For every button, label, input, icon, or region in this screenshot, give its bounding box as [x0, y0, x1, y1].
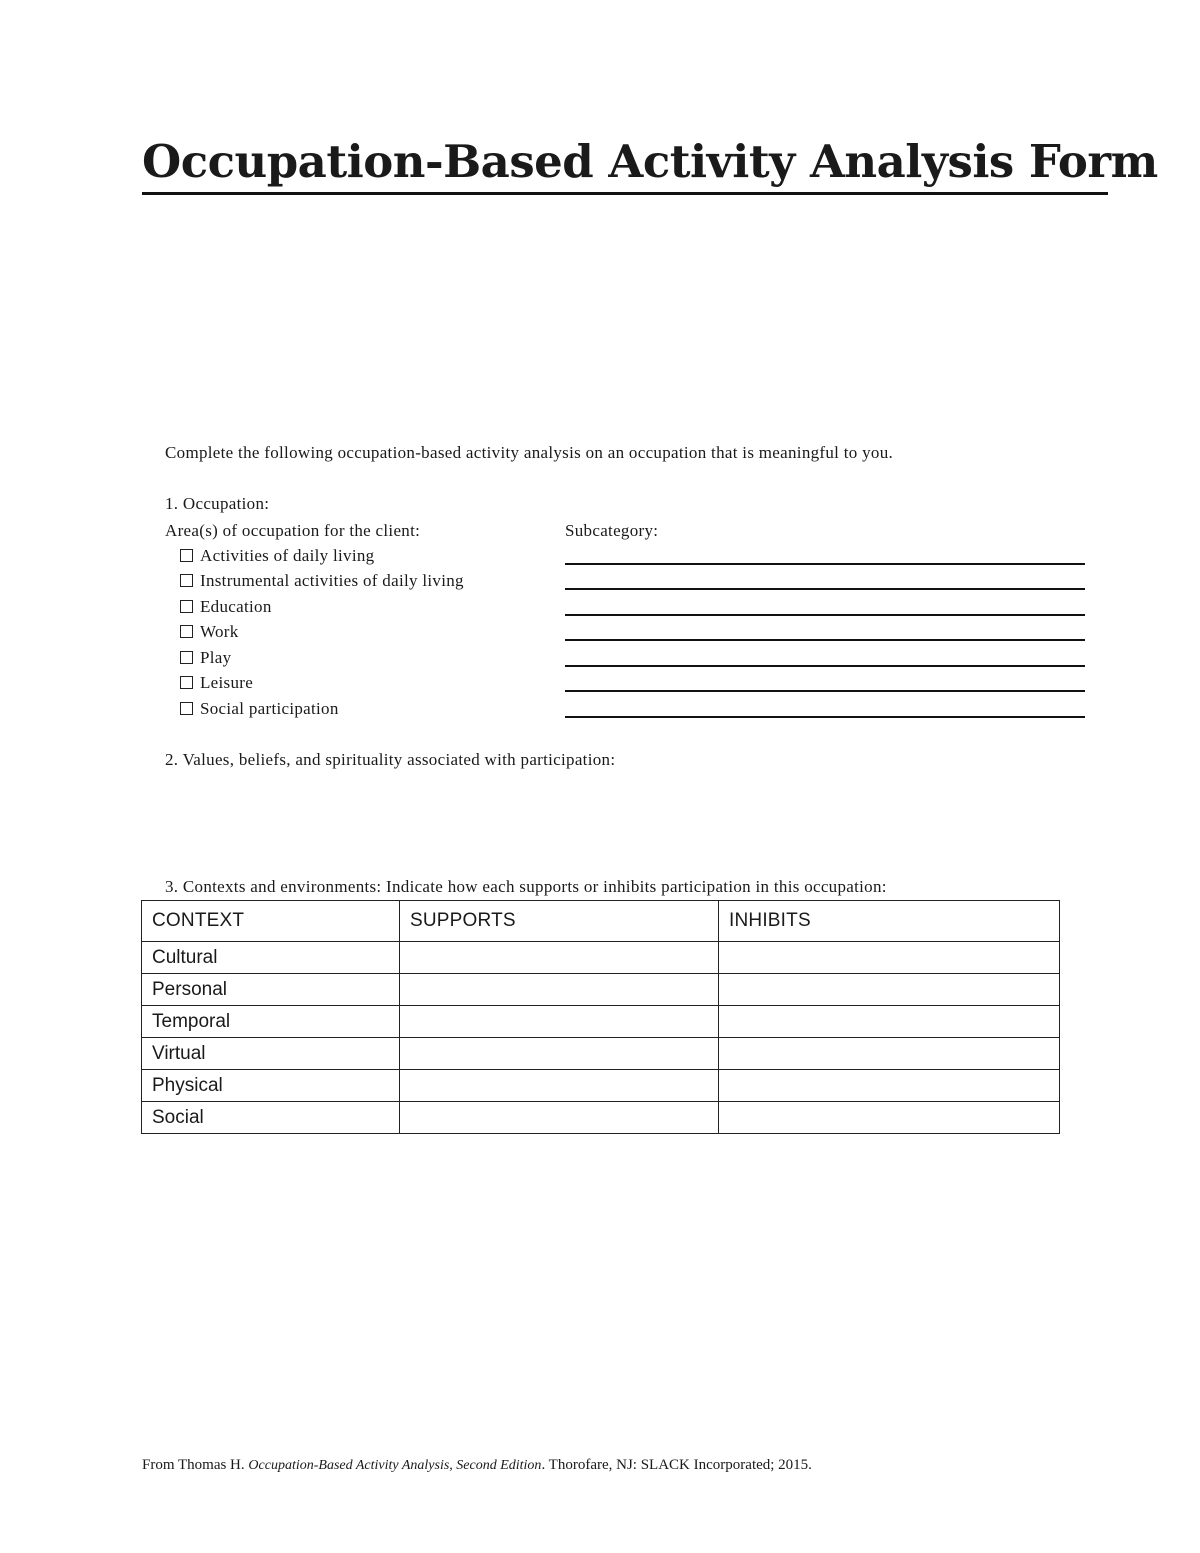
option-label: Leisure: [200, 673, 254, 692]
option-label: Work: [200, 622, 239, 641]
checkbox[interactable]: [180, 625, 193, 638]
supports-cell[interactable]: [400, 1006, 719, 1038]
section1-heading: 1. Occupation:: [165, 494, 270, 513]
inhibits-cell[interactable]: [719, 1038, 1060, 1070]
checkbox[interactable]: [180, 702, 193, 715]
context-cell: Virtual: [142, 1038, 400, 1070]
option-label: Instrumental activities of daily living: [200, 571, 464, 590]
option-play[interactable]: [180, 648, 231, 668]
supports-cell[interactable]: [400, 1038, 719, 1070]
inhibits-cell[interactable]: [719, 942, 1060, 974]
inhibits-cell[interactable]: [719, 1006, 1060, 1038]
supports-cell[interactable]: [400, 942, 719, 974]
contexts-table: [141, 900, 1060, 1134]
inhibits-cell[interactable]: [719, 1102, 1060, 1134]
supports-cell[interactable]: [400, 1102, 719, 1134]
table-row: [142, 942, 1060, 974]
section2-heading: 2. Values, beliefs, and spirituality associated with participation:: [165, 750, 616, 769]
subcategory-line-education[interactable]: [565, 614, 1085, 616]
table-header-row: [142, 901, 1060, 942]
subcategory-label: Subcategory:: [565, 521, 659, 540]
areas-label: Area(s) of occupation for the client:: [165, 521, 421, 540]
column-header-inhibits: INHIBITS: [719, 901, 1060, 942]
checkbox[interactable]: [180, 651, 193, 664]
table-row: [142, 1006, 1060, 1038]
checkbox[interactable]: [180, 600, 193, 613]
citation-footer: [142, 1457, 812, 1474]
citation-suffix: . Thorofare, NJ: SLACK Incorporated; 2015.: [541, 1457, 812, 1473]
option-label: Social participation: [200, 699, 339, 718]
option-label: Education: [200, 597, 272, 616]
citation-prefix: From Thomas H.: [142, 1457, 249, 1473]
column-header-context: CONTEXT: [142, 901, 400, 942]
page-title: Occupation-Based Activity Analysis Form: [142, 132, 1108, 195]
option-label: Activities of daily living: [200, 546, 375, 565]
subcategory-line-work[interactable]: [565, 639, 1085, 641]
subcategory-line-adl[interactable]: [565, 563, 1085, 565]
subcategory-line-social[interactable]: [565, 716, 1085, 718]
option-education[interactable]: [180, 597, 272, 617]
option-work[interactable]: [180, 622, 239, 642]
table-row: [142, 1070, 1060, 1102]
table-row: [142, 974, 1060, 1006]
supports-cell[interactable]: [400, 1070, 719, 1102]
option-label: Play: [200, 648, 232, 667]
subcategory-line-play[interactable]: [565, 665, 1085, 667]
context-cell: Temporal: [142, 1006, 400, 1038]
checkbox[interactable]: [180, 549, 193, 562]
inhibits-cell[interactable]: [719, 974, 1060, 1006]
instructions-text: Complete the following occupation-based activity analysis on an occupation that is meaningful to you.: [165, 443, 894, 462]
citation-book-title: Occupation-Based Activity Analysis, Second Edition: [248, 1458, 542, 1473]
option-instrumental-adl[interactable]: [180, 571, 464, 591]
option-social-participation[interactable]: [180, 699, 339, 719]
option-activities-of-daily-living[interactable]: [180, 546, 374, 566]
section3-heading: 3. Contexts and environments: Indicate how each supports or inhibits participation in this occupation:: [165, 877, 887, 896]
subcategory-line-iadl[interactable]: [565, 588, 1085, 590]
option-leisure[interactable]: [180, 673, 253, 693]
checkbox[interactable]: [180, 574, 193, 587]
context-cell: Physical: [142, 1070, 400, 1102]
context-cell: Personal: [142, 974, 400, 1006]
context-cell: Cultural: [142, 942, 400, 974]
inhibits-cell[interactable]: [719, 1070, 1060, 1102]
column-header-supports: SUPPORTS: [400, 901, 719, 942]
context-cell: Social: [142, 1102, 400, 1134]
table-row: [142, 1102, 1060, 1134]
checkbox[interactable]: [180, 676, 193, 689]
subcategory-line-leisure[interactable]: [565, 690, 1085, 692]
supports-cell[interactable]: [400, 974, 719, 1006]
table-row: [142, 1038, 1060, 1070]
